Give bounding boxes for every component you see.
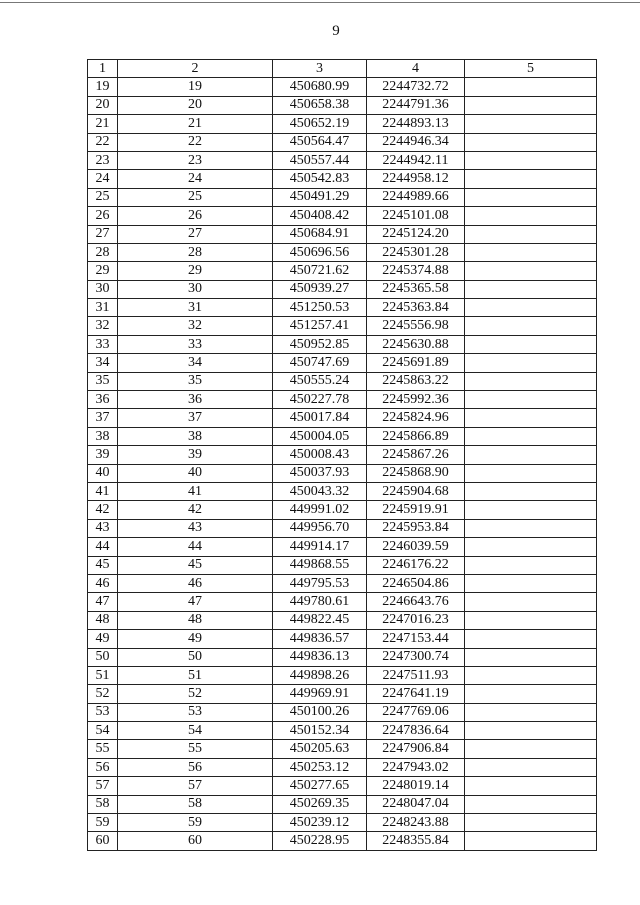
point-id-cell: 41 — [118, 482, 273, 500]
point-id-cell: 57 — [118, 777, 273, 795]
notes-cell — [465, 335, 597, 353]
point-number-cell: 44 — [88, 538, 118, 556]
page-number: 9 — [332, 23, 340, 39]
column-header: 4 — [367, 60, 465, 78]
x-coordinate-cell: 449956.70 — [273, 519, 367, 537]
x-coordinate-cell: 450696.56 — [273, 243, 367, 261]
y-coordinate-cell: 2245904.68 — [367, 482, 465, 500]
point-number-cell: 32 — [88, 317, 118, 335]
y-coordinate-cell: 2245868.90 — [367, 464, 465, 482]
y-coordinate-cell: 2248047.04 — [367, 795, 465, 813]
notes-cell — [465, 243, 597, 261]
notes-cell — [465, 188, 597, 206]
point-id-cell: 23 — [118, 151, 273, 169]
y-coordinate-cell: 2245301.28 — [367, 243, 465, 261]
table-header-row — [88, 60, 597, 78]
point-id-cell: 25 — [118, 188, 273, 206]
point-id-cell: 30 — [118, 280, 273, 298]
x-coordinate-cell: 450277.65 — [273, 777, 367, 795]
table-row — [88, 648, 597, 666]
point-id-cell: 39 — [118, 446, 273, 464]
notes-cell — [465, 666, 597, 684]
y-coordinate-cell: 2244989.66 — [367, 188, 465, 206]
notes-cell — [465, 519, 597, 537]
point-number-cell: 59 — [88, 814, 118, 832]
point-number-cell: 33 — [88, 335, 118, 353]
notes-cell — [465, 427, 597, 445]
table-row — [88, 666, 597, 684]
notes-cell — [465, 151, 597, 169]
notes-cell — [465, 170, 597, 188]
point-number-cell: 56 — [88, 758, 118, 776]
notes-cell — [465, 611, 597, 629]
notes-cell — [465, 409, 597, 427]
notes-cell — [465, 777, 597, 795]
x-coordinate-cell: 450939.27 — [273, 280, 367, 298]
column-header: 5 — [465, 60, 597, 78]
point-number-cell: 46 — [88, 574, 118, 592]
notes-cell — [465, 280, 597, 298]
point-id-cell: 48 — [118, 611, 273, 629]
table-row — [88, 814, 597, 832]
notes-cell — [465, 133, 597, 151]
x-coordinate-cell: 450952.85 — [273, 335, 367, 353]
notes-cell — [465, 538, 597, 556]
notes-cell — [465, 391, 597, 409]
y-coordinate-cell: 2245867.26 — [367, 446, 465, 464]
table-row — [88, 464, 597, 482]
x-coordinate-cell: 449780.61 — [273, 593, 367, 611]
point-number-cell: 30 — [88, 280, 118, 298]
point-id-cell: 42 — [118, 501, 273, 519]
table-row — [88, 354, 597, 372]
x-coordinate-cell: 449991.02 — [273, 501, 367, 519]
notes-cell — [465, 593, 597, 611]
y-coordinate-cell: 2245630.88 — [367, 335, 465, 353]
point-id-cell: 60 — [118, 832, 273, 850]
y-coordinate-cell: 2248243.88 — [367, 814, 465, 832]
column-header: 2 — [118, 60, 273, 78]
y-coordinate-cell: 2245365.58 — [367, 280, 465, 298]
point-number-cell: 60 — [88, 832, 118, 850]
table-row — [88, 758, 597, 776]
notes-cell — [465, 262, 597, 280]
point-id-cell: 24 — [118, 170, 273, 188]
x-coordinate-cell: 451257.41 — [273, 317, 367, 335]
y-coordinate-cell: 2245556.98 — [367, 317, 465, 335]
table-row — [88, 133, 597, 151]
x-coordinate-cell: 450205.63 — [273, 740, 367, 758]
table-row — [88, 170, 597, 188]
point-id-cell: 35 — [118, 372, 273, 390]
x-coordinate-cell: 450008.43 — [273, 446, 367, 464]
point-number-cell: 21 — [88, 115, 118, 133]
point-number-cell: 41 — [88, 482, 118, 500]
notes-cell — [465, 832, 597, 850]
point-id-cell: 19 — [118, 78, 273, 96]
point-id-cell: 27 — [118, 225, 273, 243]
table-row — [88, 78, 597, 96]
point-id-cell: 55 — [118, 740, 273, 758]
y-coordinate-cell: 2245374.88 — [367, 262, 465, 280]
x-coordinate-cell: 450100.26 — [273, 703, 367, 721]
point-id-cell: 40 — [118, 464, 273, 482]
y-coordinate-cell: 2245863.22 — [367, 372, 465, 390]
point-id-cell: 36 — [118, 391, 273, 409]
y-coordinate-cell: 2246176.22 — [367, 556, 465, 574]
x-coordinate-cell: 450228.95 — [273, 832, 367, 850]
x-coordinate-cell: 450491.29 — [273, 188, 367, 206]
table-body — [88, 78, 597, 850]
point-id-cell: 29 — [118, 262, 273, 280]
notes-cell — [465, 795, 597, 813]
table-row — [88, 740, 597, 758]
x-coordinate-cell: 450721.62 — [273, 262, 367, 280]
point-number-cell: 19 — [88, 78, 118, 96]
point-id-cell: 49 — [118, 630, 273, 648]
point-number-cell: 49 — [88, 630, 118, 648]
point-number-cell: 47 — [88, 593, 118, 611]
table-row — [88, 372, 597, 390]
point-id-cell: 34 — [118, 354, 273, 372]
table-row — [88, 151, 597, 169]
x-coordinate-cell: 450239.12 — [273, 814, 367, 832]
point-id-cell: 21 — [118, 115, 273, 133]
y-coordinate-cell: 2247836.64 — [367, 722, 465, 740]
y-coordinate-cell: 2245824.96 — [367, 409, 465, 427]
point-id-cell: 44 — [118, 538, 273, 556]
point-id-cell: 50 — [118, 648, 273, 666]
table-row — [88, 630, 597, 648]
x-coordinate-cell: 450043.32 — [273, 482, 367, 500]
table-row — [88, 409, 597, 427]
notes-cell — [465, 317, 597, 335]
point-id-cell: 38 — [118, 427, 273, 445]
table-row — [88, 115, 597, 133]
x-coordinate-cell: 450555.24 — [273, 372, 367, 390]
x-coordinate-cell: 449836.57 — [273, 630, 367, 648]
x-coordinate-cell: 449868.55 — [273, 556, 367, 574]
table-row — [88, 703, 597, 721]
table-row — [88, 574, 597, 592]
point-number-cell: 20 — [88, 96, 118, 114]
x-coordinate-cell: 449898.26 — [273, 666, 367, 684]
table-row — [88, 280, 597, 298]
point-id-cell: 45 — [118, 556, 273, 574]
point-number-cell: 45 — [88, 556, 118, 574]
point-number-cell: 42 — [88, 501, 118, 519]
point-number-cell: 35 — [88, 372, 118, 390]
point-number-cell: 25 — [88, 188, 118, 206]
point-number-cell: 29 — [88, 262, 118, 280]
y-coordinate-cell: 2244893.13 — [367, 115, 465, 133]
point-id-cell: 53 — [118, 703, 273, 721]
x-coordinate-cell: 450408.42 — [273, 207, 367, 225]
table-row — [88, 335, 597, 353]
point-number-cell: 38 — [88, 427, 118, 445]
table-row — [88, 207, 597, 225]
y-coordinate-cell: 2247641.19 — [367, 685, 465, 703]
column-header: 3 — [273, 60, 367, 78]
notes-cell — [465, 78, 597, 96]
table-row — [88, 188, 597, 206]
x-coordinate-cell: 450658.38 — [273, 96, 367, 114]
point-number-cell: 26 — [88, 207, 118, 225]
table-row — [88, 427, 597, 445]
table-row — [88, 593, 597, 611]
table-row — [88, 317, 597, 335]
y-coordinate-cell: 2247906.84 — [367, 740, 465, 758]
point-number-cell: 50 — [88, 648, 118, 666]
point-number-cell: 24 — [88, 170, 118, 188]
y-coordinate-cell: 2244732.72 — [367, 78, 465, 96]
table-row — [88, 482, 597, 500]
coordinates-table — [87, 59, 597, 851]
y-coordinate-cell: 2244791.36 — [367, 96, 465, 114]
table-row — [88, 611, 597, 629]
point-id-cell: 33 — [118, 335, 273, 353]
x-coordinate-cell: 450004.05 — [273, 427, 367, 445]
x-coordinate-cell: 450747.69 — [273, 354, 367, 372]
point-id-cell: 43 — [118, 519, 273, 537]
x-coordinate-cell: 450652.19 — [273, 115, 367, 133]
y-coordinate-cell: 2247153.44 — [367, 630, 465, 648]
point-number-cell: 51 — [88, 666, 118, 684]
notes-cell — [465, 482, 597, 500]
point-number-cell: 52 — [88, 685, 118, 703]
y-coordinate-cell: 2244942.11 — [367, 151, 465, 169]
y-coordinate-cell: 2247511.93 — [367, 666, 465, 684]
notes-cell — [465, 722, 597, 740]
x-coordinate-cell: 449969.91 — [273, 685, 367, 703]
x-coordinate-cell: 450684.91 — [273, 225, 367, 243]
point-id-cell: 22 — [118, 133, 273, 151]
y-coordinate-cell: 2247300.74 — [367, 648, 465, 666]
notes-cell — [465, 703, 597, 721]
point-id-cell: 26 — [118, 207, 273, 225]
table-row — [88, 96, 597, 114]
notes-cell — [465, 574, 597, 592]
x-coordinate-cell: 450017.84 — [273, 409, 367, 427]
point-number-cell: 43 — [88, 519, 118, 537]
notes-cell — [465, 207, 597, 225]
x-coordinate-cell: 450680.99 — [273, 78, 367, 96]
y-coordinate-cell: 2246504.86 — [367, 574, 465, 592]
notes-cell — [465, 225, 597, 243]
notes-cell — [465, 96, 597, 114]
y-coordinate-cell: 2248355.84 — [367, 832, 465, 850]
table-row — [88, 225, 597, 243]
x-coordinate-cell: 450557.44 — [273, 151, 367, 169]
point-id-cell: 47 — [118, 593, 273, 611]
y-coordinate-cell: 2245363.84 — [367, 299, 465, 317]
point-number-cell: 28 — [88, 243, 118, 261]
notes-cell — [465, 814, 597, 832]
y-coordinate-cell: 2245992.36 — [367, 391, 465, 409]
x-coordinate-cell: 449836.13 — [273, 648, 367, 666]
table-row — [88, 262, 597, 280]
notes-cell — [465, 685, 597, 703]
table-row — [88, 391, 597, 409]
top-rule — [0, 2, 640, 3]
point-id-cell: 54 — [118, 722, 273, 740]
y-coordinate-cell: 2246643.76 — [367, 593, 465, 611]
y-coordinate-cell: 2245101.08 — [367, 207, 465, 225]
x-coordinate-cell: 449795.53 — [273, 574, 367, 592]
point-number-cell: 57 — [88, 777, 118, 795]
point-number-cell: 55 — [88, 740, 118, 758]
notes-cell — [465, 299, 597, 317]
table-row — [88, 777, 597, 795]
notes-cell — [465, 740, 597, 758]
x-coordinate-cell: 450564.47 — [273, 133, 367, 151]
point-number-cell: 37 — [88, 409, 118, 427]
notes-cell — [465, 464, 597, 482]
x-coordinate-cell: 451250.53 — [273, 299, 367, 317]
table-row — [88, 243, 597, 261]
point-number-cell: 48 — [88, 611, 118, 629]
table-row — [88, 795, 597, 813]
notes-cell — [465, 758, 597, 776]
point-id-cell: 28 — [118, 243, 273, 261]
y-coordinate-cell: 2245953.84 — [367, 519, 465, 537]
x-coordinate-cell: 450253.12 — [273, 758, 367, 776]
y-coordinate-cell: 2247769.06 — [367, 703, 465, 721]
y-coordinate-cell: 2247016.23 — [367, 611, 465, 629]
point-id-cell: 59 — [118, 814, 273, 832]
x-coordinate-cell: 449914.17 — [273, 538, 367, 556]
y-coordinate-cell: 2245691.89 — [367, 354, 465, 372]
notes-cell — [465, 630, 597, 648]
point-number-cell: 39 — [88, 446, 118, 464]
y-coordinate-cell: 2248019.14 — [367, 777, 465, 795]
notes-cell — [465, 648, 597, 666]
y-coordinate-cell: 2246039.59 — [367, 538, 465, 556]
table-row — [88, 832, 597, 850]
point-number-cell: 40 — [88, 464, 118, 482]
point-id-cell: 52 — [118, 685, 273, 703]
point-number-cell: 58 — [88, 795, 118, 813]
notes-cell — [465, 446, 597, 464]
x-coordinate-cell: 450037.93 — [273, 464, 367, 482]
point-number-cell: 23 — [88, 151, 118, 169]
x-coordinate-cell: 450227.78 — [273, 391, 367, 409]
y-coordinate-cell: 2244958.12 — [367, 170, 465, 188]
y-coordinate-cell: 2247943.02 — [367, 758, 465, 776]
point-id-cell: 58 — [118, 795, 273, 813]
point-number-cell: 34 — [88, 354, 118, 372]
point-number-cell: 54 — [88, 722, 118, 740]
table-row — [88, 722, 597, 740]
table-row — [88, 501, 597, 519]
point-id-cell: 46 — [118, 574, 273, 592]
notes-cell — [465, 354, 597, 372]
x-coordinate-cell: 450542.83 — [273, 170, 367, 188]
point-id-cell: 51 — [118, 666, 273, 684]
table-row — [88, 519, 597, 537]
table-row — [88, 685, 597, 703]
table-row — [88, 556, 597, 574]
y-coordinate-cell: 2245866.89 — [367, 427, 465, 445]
table-row — [88, 538, 597, 556]
notes-cell — [465, 115, 597, 133]
y-coordinate-cell: 2244946.34 — [367, 133, 465, 151]
x-coordinate-cell: 450152.34 — [273, 722, 367, 740]
column-header: 1 — [88, 60, 118, 78]
notes-cell — [465, 372, 597, 390]
x-coordinate-cell: 450269.35 — [273, 795, 367, 813]
point-id-cell: 56 — [118, 758, 273, 776]
point-id-cell: 20 — [118, 96, 273, 114]
point-number-cell: 31 — [88, 299, 118, 317]
point-number-cell: 27 — [88, 225, 118, 243]
point-number-cell: 36 — [88, 391, 118, 409]
point-id-cell: 32 — [118, 317, 273, 335]
y-coordinate-cell: 2245919.91 — [367, 501, 465, 519]
point-id-cell: 37 — [118, 409, 273, 427]
notes-cell — [465, 556, 597, 574]
y-coordinate-cell: 2245124.20 — [367, 225, 465, 243]
notes-cell — [465, 501, 597, 519]
point-number-cell: 22 — [88, 133, 118, 151]
x-coordinate-cell: 449822.45 — [273, 611, 367, 629]
table-row — [88, 299, 597, 317]
table-row — [88, 446, 597, 464]
point-id-cell: 31 — [118, 299, 273, 317]
point-number-cell: 53 — [88, 703, 118, 721]
